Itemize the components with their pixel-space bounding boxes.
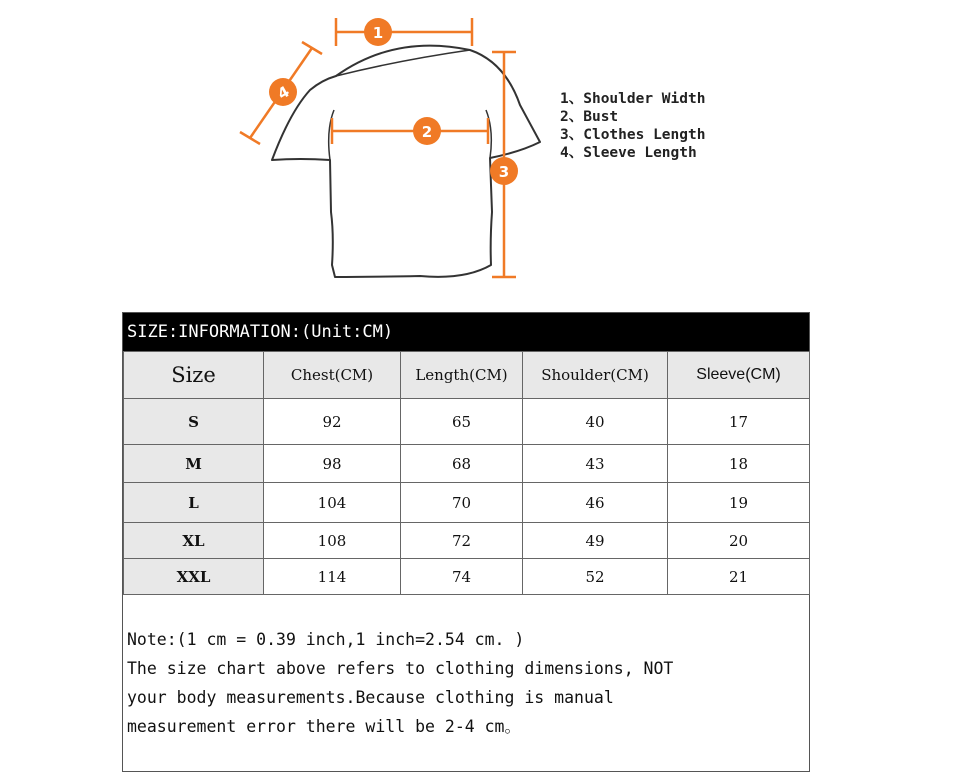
cell-sleeve: 20 (668, 523, 810, 559)
marker-1 (364, 18, 392, 46)
size-chart-title: SIZE:INFORMATION:(Unit:CM) (123, 313, 809, 351)
marker-4 (269, 78, 297, 106)
cell-size: S (124, 399, 264, 445)
cell-length: 65 (401, 399, 523, 445)
cell-chest: 114 (264, 559, 401, 595)
marker-3-label: 3 (498, 163, 510, 181)
cell-size: L (124, 483, 264, 523)
header-length: Length(CM) (401, 352, 523, 399)
cell-chest: 98 (264, 445, 401, 483)
cell-shoulder: 40 (523, 399, 668, 445)
cell-sleeve: 17 (668, 399, 810, 445)
cell-size: XXL (124, 559, 264, 595)
sleeve-seam (329, 110, 492, 160)
table-row (124, 399, 810, 445)
cell-chest: 108 (264, 523, 401, 559)
legend-item-clothes-length: 3、Clothes Length (560, 127, 706, 143)
size-note (127, 625, 807, 741)
table-row (124, 523, 810, 559)
note-line: measurement error there will be 2-4 cm。 (127, 717, 521, 736)
size-chart (122, 312, 810, 772)
table-row (124, 559, 810, 595)
cell-chest: 104 (264, 483, 401, 523)
tshirt-measurement-diagram (0, 0, 953, 300)
cell-shoulder: 52 (523, 559, 668, 595)
marker-1-label: 1 (372, 24, 384, 42)
cell-size: M (124, 445, 264, 483)
cell-sleeve: 18 (668, 445, 810, 483)
cell-length: 72 (401, 523, 523, 559)
legend-item-shoulder-width: 1、Shoulder Width (560, 91, 706, 107)
table-header-row (124, 352, 810, 399)
size-table (123, 351, 810, 595)
cell-length: 68 (401, 445, 523, 483)
cell-shoulder: 43 (523, 445, 668, 483)
cell-length: 70 (401, 483, 523, 523)
cell-shoulder: 46 (523, 483, 668, 523)
header-sleeve: Sleeve(CM) (668, 352, 810, 399)
header-chest: Chest(CM) (264, 352, 401, 399)
table-row (124, 445, 810, 483)
note-line: Note:(1 cm = 0.39 inch,1 inch=2.54 cm. ) (127, 630, 525, 649)
marker-3 (490, 157, 518, 185)
cell-chest: 92 (264, 399, 401, 445)
measurement-lines (240, 18, 516, 277)
cell-sleeve: 21 (668, 559, 810, 595)
header-size: Size (124, 352, 264, 399)
legend-item-bust: 2、Bust (560, 109, 619, 125)
marker-2 (413, 117, 441, 145)
header-shoulder: Shoulder(CM) (523, 352, 668, 399)
legend-item-sleeve-length: 4、Sleeve Length (560, 145, 697, 161)
measurement-legend (560, 90, 705, 162)
cell-length: 74 (401, 559, 523, 595)
note-line: your body measurements.Because clothing is manual (127, 688, 614, 707)
marker-2-label: 2 (421, 123, 433, 141)
cell-shoulder: 49 (523, 523, 668, 559)
note-line: The size chart above refers to clothing dimensions, NOT (127, 659, 674, 678)
cell-size: XL (124, 523, 264, 559)
table-row (124, 483, 810, 523)
marker-4-label: 4 (274, 82, 293, 104)
cell-sleeve: 19 (668, 483, 810, 523)
